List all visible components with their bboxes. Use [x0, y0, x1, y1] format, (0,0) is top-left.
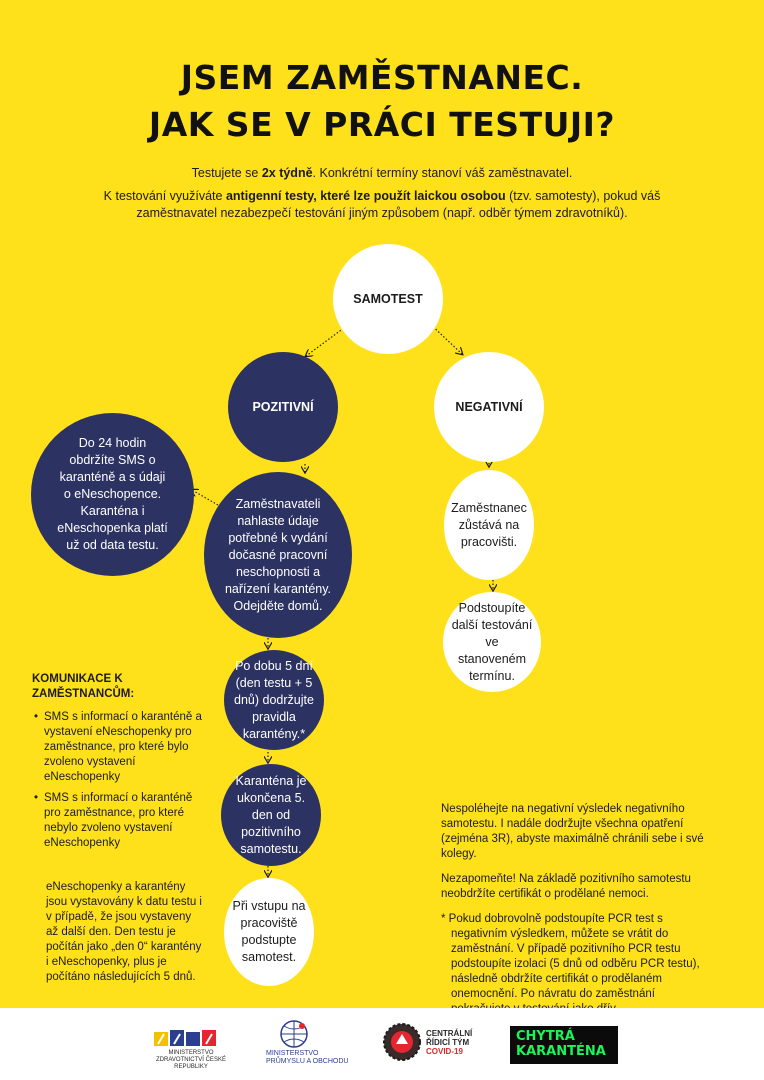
- crest-icon: [382, 1022, 422, 1062]
- five-days-node: Po dobu 5 dní (den testu + 5 dnů) dodržujte pravidla karantény.*: [224, 650, 324, 750]
- stays-node: Zaměstnanec zůstává na pracovišti.: [444, 470, 534, 580]
- chytra-karantena-logo: [510, 1026, 618, 1064]
- positive-node: POZITIVNÍ: [228, 352, 338, 462]
- samotest-node: SAMOTEST: [333, 244, 443, 354]
- communication-item: • SMS s informací o karanténě pro zaměstnance, pro které nebylo zvoleno vystavení eNeschopenky: [44, 791, 202, 851]
- note-pcr: * Pokud dobrovolně podstoupíte PCR test s negativním výsledkem, můžete se vrátit do zaměstnání. V případě pozitivního PCR testu podstoupíte izolaci (5 dnů od odběru PCR testu), následně obdržíte certifikát o prodělaném onemocnění. Po návratu do zaměstnání: [441, 913, 700, 1000]
- negative-node: NEGATIVNÍ: [434, 352, 544, 462]
- central-team-text-3: COVID-19: [426, 1047, 463, 1056]
- communication-heading: KOMUNIKACE K ZAMĚSTNANCŮM:: [32, 673, 135, 700]
- notes-box: [441, 802, 716, 1027]
- report-node: Zaměstnavateli nahlaste údaje potřebné k vydání dočasné pracovní neschopnosti a nařízení karantény. Odejděte domů.: [204, 472, 352, 638]
- note-negative-result: Nespoléhejte na negativní výsledek negativního samotestu. I nadále dodržujte všechna opatření (zejména 3R), abyste maximálně chránili sebe i své kolegy.: [441, 803, 704, 860]
- intro-test-type: K testování využíváte antigenní testy, které lze použít laickou osobou (tzv. samotesty), pokud váš zaměstnavatel nezabezpečí testování jiným způsobem (např. odběr týmem zdravotníků).: [103, 189, 661, 220]
- communication-note: eNeschopenky a karantény jsou vystavovány k datu testu i v případě, že jsou vystaveny až další den. Den testu je počítán jako „den 0“ karantény i eNeschopenky, plus je počítáno následujících 5 dnů.: [46, 881, 202, 983]
- ministry-health-logo: [150, 1026, 232, 1070]
- globe-icon: [274, 1018, 314, 1048]
- ministry-health-emblem-icon: [150, 1026, 232, 1048]
- return-node: Při vstupu na pracoviště podstupte samotest.: [224, 878, 314, 986]
- communication-box: [32, 672, 202, 857]
- quarantine-ended-node: Karanténa je ukončena 5. den od pozitivního samotestu.: [221, 764, 321, 866]
- central-team-logo: [382, 1022, 482, 1068]
- page-title-line2: JAK SE V PRÁCI TESTUJI?: [148, 105, 616, 144]
- ministry-industry-text-1: MINISTERSTVO: [266, 1050, 319, 1057]
- sms-node: Do 24 hodin obdržíte SMS o karanténě a s údaji o eNeschopence. Karanténa i eNeschopenka platí už od data testu.: [31, 413, 194, 576]
- communication-item: • SMS s informací o karanténě a vystavení eNeschopenky pro zaměstnance, pro které bylo zvoleno vystavení eNeschopenky: [44, 710, 202, 785]
- note-no-certificate: Nezapomeňte! Na základě pozitivního samotestu neobdržíte certifikát o prodělané nemoci.: [441, 873, 691, 900]
- ministry-health-text: MINISTERSTVO ZDRAVOTNICTVÍ ČESKÉ REPUBLIKY: [156, 1050, 226, 1070]
- chytra-karantena-text: CHYTRÁ KARANTÉNA: [516, 1029, 606, 1059]
- footer-logos: [0, 1008, 764, 1080]
- central-team-text-1: CENTRÁLNÍ: [426, 1029, 473, 1038]
- ministry-industry-logo: [266, 1018, 356, 1074]
- central-team-text-2: ŘÍDICÍ TÝM: [426, 1038, 470, 1047]
- next-test-node: Podstoupíte další testování ve stanoveném termínu.: [443, 592, 541, 692]
- ministry-industry-text-2: PRŮMYSLU A OBCHODU: [266, 1058, 349, 1065]
- intro-frequency: Testujete se 2x týdně. Konkrétní termíny stanoví váš zaměstnavatel.: [191, 166, 573, 180]
- arrow-to-sms: [192, 490, 218, 505]
- page-title-line1: JSEM ZAMĚSTNANEC.: [180, 58, 584, 97]
